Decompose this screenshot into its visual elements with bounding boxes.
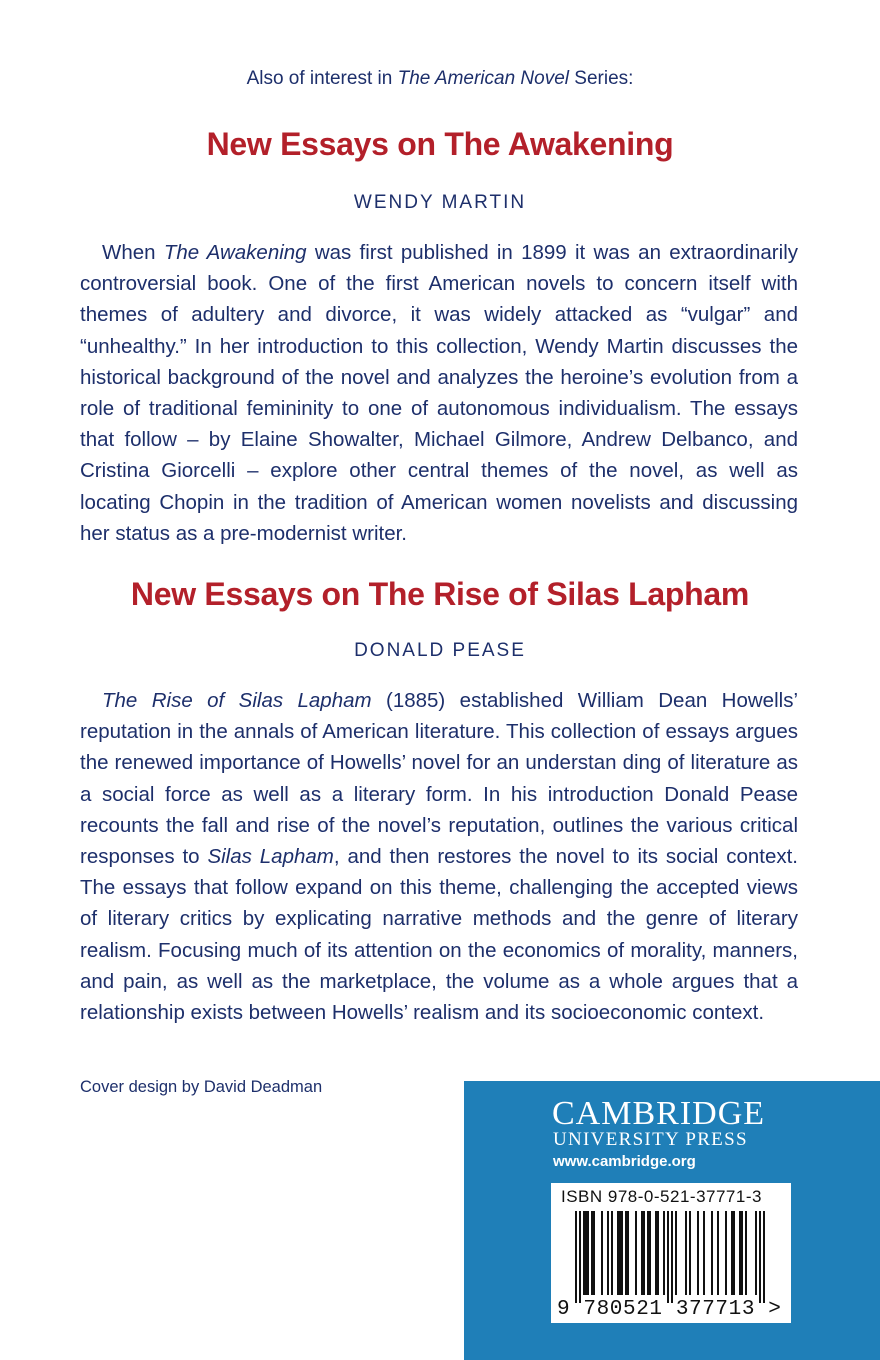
barcode-bar <box>741 1211 743 1295</box>
blurb-awakening <box>80 237 798 549</box>
barcode-bar <box>647 1211 649 1295</box>
blurb-awakening-body: was first published in 1899 it was an extraordinarily controversial book. One of the first American novels to concern itself with themes of adultery and divorce, it was widely attacked as “vulgar” and “unhealthy.” In her introduction to this collection, Wendy Martin discusses the historical background of the novel and analyzes the heroine’s evolution from a role of traditional femininity to one of autonomous individualism. The essays that follow – by Elaine Showalter, Michael Gilmore, Andrew Delbanco, and Cristina Giorcelli – explore other central themes of the novel, as well as locating Chopin in the tradition of American women novelists and discussing her status as a pre-modernist writer. <box>80 241 798 545</box>
barcode-bar <box>739 1211 741 1295</box>
barcode-bar <box>585 1211 587 1295</box>
intro-prefix: Also of interest in <box>246 68 398 89</box>
barcode-bar <box>607 1211 609 1295</box>
barcode-bar <box>759 1211 761 1303</box>
blurb-lapham-italic-2: Silas Lapham <box>207 845 334 869</box>
barcode-bar <box>717 1211 719 1295</box>
barcode-bar <box>643 1211 645 1295</box>
barcode-bar <box>745 1211 747 1295</box>
publisher-url: www.cambridge.org <box>553 1153 696 1170</box>
series-intro <box>0 68 880 90</box>
barcode-bar <box>697 1211 699 1295</box>
barcode-bar <box>655 1211 657 1295</box>
author-wendy-martin: WENDY MARTIN <box>353 192 527 213</box>
barcode-bar <box>583 1211 585 1295</box>
barcode-bar <box>641 1211 643 1295</box>
barcode-bar <box>731 1211 733 1295</box>
barcode-bar <box>763 1211 765 1303</box>
barcode-bar <box>663 1211 665 1295</box>
barcode-bar <box>657 1211 659 1295</box>
publisher-panel <box>464 1081 880 1360</box>
barcode-box <box>551 1183 791 1323</box>
series-name: The American Novel <box>397 68 570 89</box>
barcode-bar <box>625 1211 627 1295</box>
barcode-bar <box>671 1211 673 1303</box>
author-donald-pease: DONALD PEASE <box>354 640 526 661</box>
ean-digits: 9 780521 377713 > <box>557 1298 782 1321</box>
barcode-bar <box>579 1211 581 1303</box>
blurb-lapham-body-2: , and then restores the novel to its social context. The essays that follow expand on this theme, challenging the accepted views of literary critics by explicating narrative methods and the genre of literary realism. Focusing much of its attention on the economics of morality, manners, and pain, as well as the marketplace, the volume as a whole argues that a relationship exists between Howells’ realism and its socioeconomic context. <box>80 845 798 1025</box>
barcode-bar <box>711 1211 713 1295</box>
barcode-bar <box>675 1211 677 1295</box>
blurb-lapham-italic-title: The Rise of Silas Lapham <box>102 689 372 712</box>
intro-suffix: Series: <box>569 68 634 89</box>
blurb-awakening-italic-title: The Awakening <box>163 241 307 264</box>
barcode-bar <box>703 1211 705 1295</box>
cover-credit: Cover design by David Deadman <box>80 1078 323 1096</box>
barcode-bar <box>733 1211 735 1295</box>
barcode-bar <box>649 1211 651 1295</box>
publisher-name: CAMBRIDGE <box>552 1095 766 1132</box>
barcode-bar <box>591 1211 593 1295</box>
barcode-bar <box>755 1211 757 1295</box>
barcode-bar <box>575 1211 577 1303</box>
barcode-bar <box>627 1211 629 1295</box>
blurb-lapham-body-1: (1885) established William Dean Howells’ reputation in the annals of American literature. This collection of essays argues the renewed importance of Howells’ novel for an understan ding of literature as a social force as well as a literary form. In his introduction Donald Pease recounts the fall and rise of the novel’s reputation, outlines the various critical responses to <box>80 689 798 869</box>
barcode-bar <box>611 1211 613 1295</box>
barcode-bar <box>593 1211 595 1295</box>
barcode-bar <box>621 1211 623 1295</box>
barcode-bar <box>685 1211 687 1295</box>
barcode-bar <box>587 1211 589 1295</box>
barcode-bar <box>689 1211 691 1295</box>
blurb-awakening-lead: When <box>102 241 164 264</box>
blurb-silas-lapham <box>80 685 798 1028</box>
barcode-bar <box>667 1211 669 1303</box>
barcode-bar <box>725 1211 727 1295</box>
isbn-label: ISBN 978-0-521-37771-3 <box>561 1187 762 1206</box>
publisher-subname: UNIVERSITY PRESS <box>553 1129 748 1150</box>
barcode-bar <box>635 1211 637 1295</box>
barcode-bar <box>601 1211 603 1295</box>
book-title-awakening: New Essays on The Awakening <box>206 126 674 162</box>
barcode-bar <box>617 1211 619 1295</box>
barcode-bar <box>619 1211 621 1295</box>
book-title-silas-lapham: New Essays on The Rise of Silas Lapham <box>130 576 750 612</box>
